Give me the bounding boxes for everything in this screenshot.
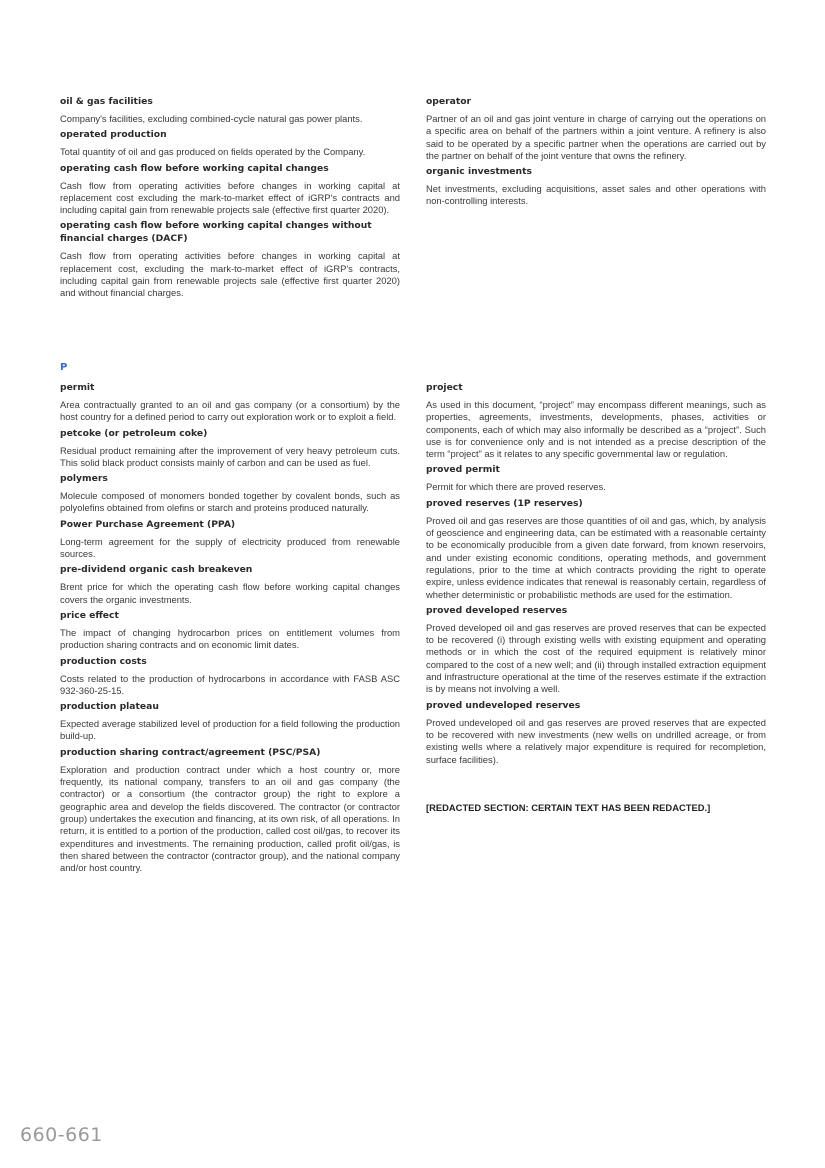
glossary-entry xyxy=(60,427,400,470)
glossary-entry xyxy=(426,699,766,766)
glossary-column-top-right xyxy=(426,95,766,211)
glossary-entry xyxy=(426,165,766,208)
glossary-definition: Proved oil and gas reserves are those quantities of oil and gas, which, by analysis of geoscience and engineering data, can be estimated with a reasonable certainty to be economically producible from a given date forward, from known reservoirs, and under existing economic conditions, operating methods, and government regulations, prior to the time at which contracts providing the right to operate expire, unless evidence indicates that renewal is reasonably certain, regardless of whether deterministic or probabilistic methods are used for the estimation. xyxy=(426,514,766,600)
glossary-term: proved undeveloped reserves xyxy=(426,699,581,711)
glossary-term: organic investments xyxy=(426,166,532,178)
glossary-column-bottom-left xyxy=(60,381,400,877)
glossary-definition: Total quantity of oil and gas produced on fields operated by the Company. xyxy=(60,146,366,158)
glossary-entry xyxy=(60,128,400,158)
glossary-definition: The impact of changing hydrocarbon prices on entitlement volumes from production sharing contracts and on economic limit dates. xyxy=(60,626,400,651)
glossary-term: operating cash flow before working capital changes xyxy=(60,162,329,174)
glossary-term: project xyxy=(426,382,463,393)
glossary-term: Power Purchase Agreement (PPA) xyxy=(60,518,236,530)
glossary-definition: Cash flow from operating activities before changes in working capital at replacement cost, excluding the mark-to-market effect of iGRP's contracts, including capital gain from renewable projects sale (effective first quarter 2020) and without financial charges. xyxy=(60,250,400,299)
glossary-entry xyxy=(60,563,400,606)
glossary-entry xyxy=(60,700,400,743)
glossary-term: production costs xyxy=(60,655,147,667)
glossary-term: production sharing contract/agreement (PSC/PSA) xyxy=(60,746,321,758)
glossary-definition: Area contractually granted to an oil and gas company (or a consortium) by the host country for a defined period to carry out exploration work or to exploit a field. xyxy=(60,399,400,423)
glossary-column-top-left xyxy=(60,95,400,303)
glossary-term: oil & gas facilities xyxy=(60,96,153,107)
glossary-entry xyxy=(60,609,400,652)
glossary-term: proved developed reserves xyxy=(426,604,568,616)
glossary-entry xyxy=(426,95,766,162)
glossary-definition: Expected average stabilized level of production for a field following the production build-up. xyxy=(60,718,400,742)
glossary-definition: Brent price for which the operating cash flow before working capital changes covers the organic investments. xyxy=(60,581,400,605)
glossary-definition: Partner of an oil and gas joint venture in charge of carrying out the operations on a specific area on behalf of the partners within a joint venture. A refinery is also said to be operated by a specific partner when the operations are carried out by the partner on behalf of the joint venture that owns the refinery. xyxy=(426,113,766,161)
glossary-term: polymers xyxy=(60,473,108,485)
glossary-definition: Exploration and production contract under which a host country or, more frequently, its national company, transfers to an oil and gas company (the contractor) or a consortium (the contractor group) the right to explore a geographic area and develop the fields discovered. The contractor (or contractor group) undertakes the execution and financing, at its own risk, of all operations. In return, it is entitled to a portion of the production, called cost oil/gas, to recover its expenditures and investments. The remaining production, called profit oil/gas, is then shared between the contractor (contractor group), and the national company and/or host country. xyxy=(60,763,400,874)
glossary-entry xyxy=(60,95,400,125)
glossary-definition: Permit for which there are proved reserves. xyxy=(426,481,606,493)
glossary-entry xyxy=(60,472,400,515)
glossary-entry xyxy=(60,746,400,875)
glossary-entry xyxy=(60,381,400,424)
glossary-entry xyxy=(426,497,766,601)
glossary-definition: Residual product remaining after the improvement of very heavy petroleum cuts. This solid black product consists mainly of carbon and can be used as fuel. xyxy=(60,444,400,468)
glossary-term: operating cash flow before working capital changes without financial charges (DACF) xyxy=(60,220,372,245)
glossary-term: pre-dividend organic cash breakeven xyxy=(60,564,253,576)
glossary-entry xyxy=(60,655,400,698)
glossary-definition: Long-term agreement for the supply of electricity produced from renewable sources. xyxy=(60,535,400,560)
glossary-definition: Company's facilities, excluding combined-cycle natural gas power plants. xyxy=(60,113,363,124)
section-letter: P xyxy=(60,362,68,373)
glossary-entry xyxy=(426,463,766,493)
glossary-term: petcoke (or petroleum coke) xyxy=(60,427,208,439)
glossary-definition: Proved developed oil and gas reserves are proved reserves that can be expected to be recovered (i) through existing wells with existing equipment and operating methods or in which the cost of the required equipment is relatively minor compared to the cost of a new well; and (ii) through installed extraction equipment and infrastructure operational at the time of the reserves estimate if the extraction is by means not involving a well. xyxy=(426,621,766,695)
page-number: 660-661 xyxy=(20,1124,103,1146)
glossary-definition: Net investments, excluding acquisitions, asset sales and other operations with non-controlling interests. xyxy=(426,183,766,207)
glossary-entry xyxy=(60,518,400,561)
glossary-definition: Costs related to the production of hydrocarbons in accordance with FASB ASC 932-360-25-15. xyxy=(60,672,400,696)
glossary-definition: As used in this document, “project” may encompass different meanings, such as properties, agreements, investments, developments, phases, activities or components, each of which may also informally be described as a “project”. Such use is for convenience only and is not intended as a precise description of the term “project” as it relates to any specific governmental law or regulation. xyxy=(426,399,766,460)
glossary-definition: Proved undeveloped oil and gas reserves are proved reserves that are expected to be recovered with new investments (new wells on undrilled acreage, or from existing wells where a relatively major expenditure is required for recompletion, surface facilities). xyxy=(426,716,766,765)
glossary-entry xyxy=(60,162,400,217)
glossary-term: proved permit xyxy=(426,464,500,476)
glossary-entry xyxy=(426,604,766,696)
glossary-definition: Molecule composed of monomers bonded together by covalent bonds, such as polyolefins obtained from olefins or starch and proteins produced naturally. xyxy=(60,490,400,514)
redacted-notice: [REDACTED SECTION: CERTAIN TEXT HAS BEEN REDACTED.] xyxy=(426,801,711,813)
glossary-term: price effect xyxy=(60,609,119,621)
glossary-entry xyxy=(426,381,766,460)
glossary-term: proved reserves (1P reserves) xyxy=(426,497,583,509)
glossary-term: operator xyxy=(426,96,472,107)
glossary-column-bottom-right xyxy=(426,381,766,813)
glossary-entry xyxy=(60,219,400,299)
glossary-definition: Cash flow from operating activities before changes in working capital at replacement cost excluding the mark-to-market effect of iGRP's contracts and including capital gain from renewable projects sale (effective first quarter 2020). xyxy=(60,179,400,216)
glossary-term: operated production xyxy=(60,129,167,141)
glossary-term: permit xyxy=(60,382,95,393)
glossary-term: production plateau xyxy=(60,701,159,713)
